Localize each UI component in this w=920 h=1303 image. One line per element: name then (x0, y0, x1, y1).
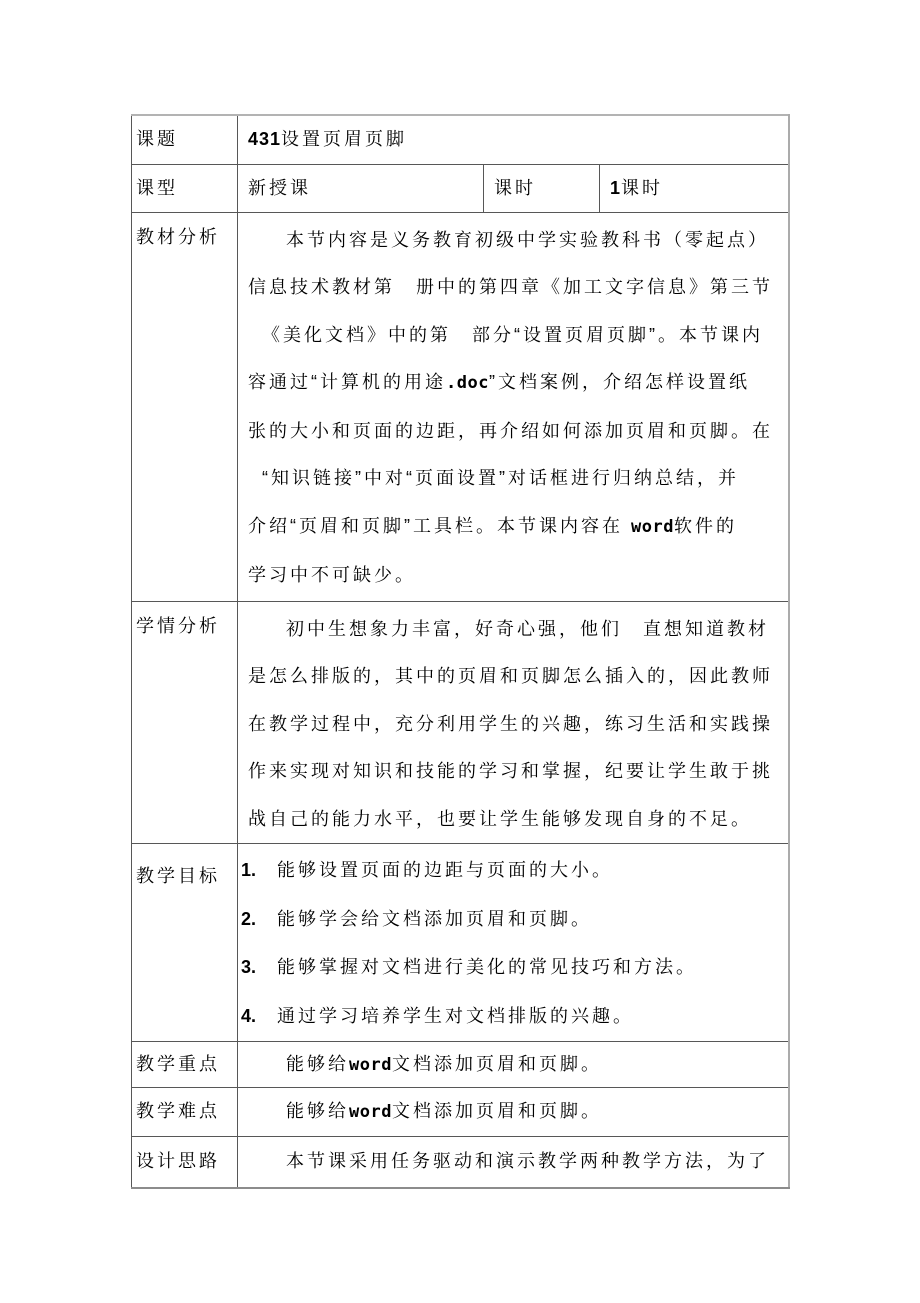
hours-number: 1 (610, 177, 622, 198)
latin-text: word (349, 1102, 392, 1123)
topic-value-cell (238, 115, 789, 164)
design-label-cell: 设计思路 (132, 1137, 238, 1188)
cjk-text: ”文档案例，介绍怎样设置纸 (488, 372, 750, 393)
topic-title: 设置页眉页脚 (281, 129, 408, 149)
hours-unit: 课时 (621, 177, 664, 198)
latin-text: word (349, 1055, 392, 1076)
students-line (238, 606, 788, 654)
type-value-cell: 新授课 (238, 164, 484, 212)
material-line (238, 552, 788, 600)
cjk-text: 能够给 (286, 1054, 349, 1075)
students-line (238, 796, 788, 844)
row-material-analysis (132, 212, 789, 601)
material-line (238, 455, 788, 503)
material-line (238, 408, 788, 456)
goal-number: 4. (241, 1005, 257, 1026)
row-design-idea (132, 1137, 789, 1188)
cjk-text: 本节内容是义务教育初级中学实验教科书（零起点） (286, 229, 769, 250)
key-point-label-cell: 教学重点 (132, 1042, 238, 1088)
latin-text: .doc (446, 373, 489, 394)
cjk-text: 《美化文档》中的第 部分“设置页眉页脚”。本节课内 (262, 324, 763, 345)
cjk-text: 容通过“计算机的用途 (248, 372, 446, 393)
row-teaching-goals (132, 844, 789, 1042)
row-key-point (132, 1042, 789, 1088)
latin-text: word (631, 517, 674, 538)
goal-number: 3. (241, 957, 257, 978)
students-content-cell (238, 601, 789, 844)
type-label-cell: 课型 (132, 164, 238, 212)
cjk-text: 信息技术教材第 册中的第四章《加工文字信息》第三节 (248, 277, 773, 298)
cjk-text: 战自己的能力水平，也要让学生能够发现自身的不足。 (248, 808, 752, 829)
goals-label-cell: 教学目标 (132, 844, 238, 1042)
students-line (238, 701, 788, 749)
cjk-text: 学习中不可缺少。 (248, 564, 416, 585)
material-line (238, 312, 788, 360)
cjk-text: 初中生想象力丰富，好奇心强，他们 直想知道教材 (286, 618, 769, 639)
topic-number: 431 (248, 129, 282, 149)
students-line (238, 653, 788, 701)
goal-number: 1. (241, 860, 257, 881)
difficulty-label-cell: 教学难点 (132, 1088, 238, 1137)
material-line (238, 264, 788, 312)
lesson-plan-table (131, 114, 790, 1189)
material-content-cell (238, 212, 789, 601)
cjk-text: 能够给 (286, 1101, 349, 1122)
goal-item (241, 992, 788, 1041)
design-content-cell: 本节课采用任务驱动和演示教学两种教学方法，为了 (238, 1137, 789, 1188)
hours-label-cell: 课时 (484, 164, 600, 212)
cjk-text: 张的大小和页面的边距，再介绍如何添加页眉和页脚。在 (248, 420, 773, 441)
goal-text: 能够掌握对文档进行美化的常见技巧和方法。 (277, 957, 697, 978)
key-point-content-cell (238, 1042, 789, 1088)
goal-text: 能够设置页面的边距与页面的大小。 (277, 860, 613, 881)
row-topic (132, 115, 789, 164)
row-type (132, 164, 789, 212)
goal-item (241, 943, 788, 992)
cjk-text: “知识链接”中对“页面设置”对话框进行归纳总结，并 (262, 468, 739, 489)
cjk-text: 是怎么排版的，其中的页眉和页脚怎么插入的，因此教师 (248, 666, 773, 687)
goals-content-cell (238, 844, 789, 1042)
hours-value-cell (600, 164, 789, 212)
goal-text: 通过学习培养学生对文档排版的兴趣。 (277, 1005, 634, 1026)
cjk-text: 文档添加页眉和页脚。 (391, 1054, 602, 1075)
cjk-text: 介绍“页眉和页脚”工具栏。本节课内容在 (248, 516, 631, 537)
material-line (238, 217, 788, 265)
row-difficulty (132, 1088, 789, 1137)
students-label-cell: 学情分析 (132, 601, 238, 844)
cjk-text: 软件的 (673, 516, 737, 537)
cjk-text: 文档添加页眉和页脚。 (391, 1101, 602, 1122)
goal-number: 2. (241, 908, 257, 929)
goal-item (241, 895, 788, 944)
cjk-text: 作来实现对知识和技能的学习和掌握，纪要让学生敢于挑 (248, 761, 773, 782)
difficulty-content-cell (238, 1088, 789, 1137)
material-line (238, 359, 788, 408)
goal-text: 能够学会给文档添加页眉和页脚。 (277, 908, 592, 929)
material-line (238, 503, 788, 552)
topic-label-cell: 课题 (132, 115, 238, 164)
material-label-cell: 教材分析 (132, 212, 238, 601)
goal-item (241, 846, 788, 895)
cjk-text: 在教学过程中，充分利用学生的兴趣，练习生活和实践操 (248, 713, 773, 734)
students-line (238, 748, 788, 796)
row-students-analysis (132, 601, 789, 844)
